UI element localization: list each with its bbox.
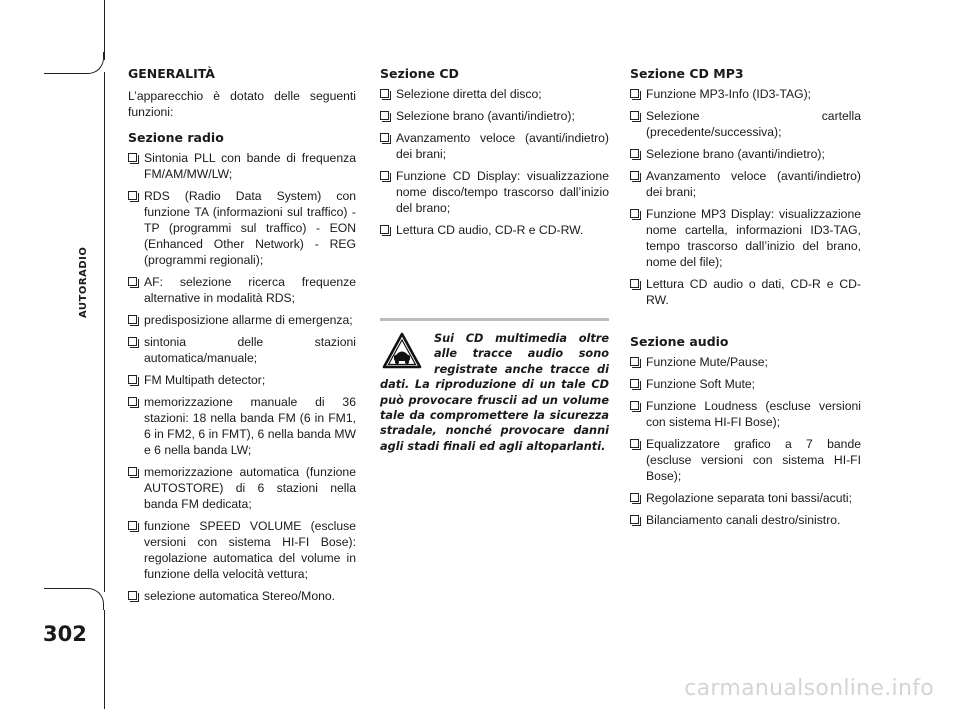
- cd-section-heading: Sezione CD: [380, 66, 459, 81]
- column-cd: [380, 66, 609, 244]
- intro-paragraph: L’apparecchio è dotato delle seguenti funzioni:: [128, 89, 356, 119]
- warning-triangle-icon: [382, 331, 422, 371]
- checkbox-bullet-icon: [630, 111, 639, 120]
- checkbox-bullet-icon: [630, 493, 639, 502]
- checkbox-bullet-icon: [380, 225, 389, 234]
- radio-feature-list: [128, 150, 356, 604]
- section-side-label: AUTORADIO: [78, 246, 89, 318]
- list-item: FM Multipath detector;: [128, 372, 356, 388]
- list-item: Avanzamento veloce (avanti/indietro) dei brani;: [380, 130, 609, 162]
- checkbox-bullet-icon: [630, 401, 639, 410]
- margin-rule-bottom: [104, 610, 105, 709]
- mp3-section-heading: Sezione CD MP3: [630, 66, 744, 81]
- checkbox-bullet-icon: [128, 337, 137, 346]
- list-item: RDS (Radio Data System) con funzione TA (informazioni sul traffico) - TP (programmi sul traffico) - EON (Enhanced Other Network) - REG (programmi regionali);: [128, 188, 356, 268]
- checkbox-bullet-icon: [128, 315, 137, 324]
- mp3-feature-list: [630, 86, 861, 308]
- list-item: Selezione brano (avanti/indietro);: [380, 108, 609, 124]
- list-item: funzione SPEED VOLUME (escluse versioni con sistema HI-FI Bose): regolazione automatica del volume in funzione della velocità vettura;: [128, 518, 356, 582]
- checkbox-bullet-icon: [128, 591, 137, 600]
- checkbox-bullet-icon: [380, 171, 389, 180]
- list-item: Funzione Loudness (escluse versioni con sistema HI-FI Bose);: [630, 398, 861, 430]
- list-item: Regolazione separata toni bassi/acuti;: [630, 490, 861, 506]
- list-item: Lettura CD audio o dati, CD-R e CD-RW.: [630, 276, 861, 308]
- checkbox-bullet-icon: [128, 277, 137, 286]
- column-general: [128, 66, 356, 610]
- checkbox-bullet-icon: [128, 521, 137, 530]
- checkbox-bullet-icon: [630, 171, 639, 180]
- list-item: AF: selezione ricerca frequenze alternative in modalità RDS;: [128, 274, 356, 306]
- checkbox-bullet-icon: [380, 111, 389, 120]
- list-item: Equalizzatore grafico a 7 bande (escluse versioni con sistema HI-FI Bose);: [630, 436, 861, 484]
- margin-curve-bottom: [44, 588, 104, 610]
- checkbox-bullet-icon: [630, 279, 639, 288]
- list-item: Bilanciamento canali destro/sinistro.: [630, 512, 861, 528]
- list-item: Funzione Mute/Pause;: [630, 354, 861, 370]
- list-item: memorizzazione manuale di 36 stazioni: 18 nella banda FM (6 in FM1, 6 in FM2, 6 in FMT), 6 nella banda MW e 6 nella banda LW;: [128, 394, 356, 458]
- list-item: Selezione diretta del disco;: [380, 86, 609, 102]
- list-item: memorizzazione automatica (funzione AUTOSTORE) di 6 stazioni nella banda FM dedicata;: [128, 464, 356, 512]
- checkbox-bullet-icon: [380, 133, 389, 142]
- checkbox-bullet-icon: [128, 375, 137, 384]
- margin-rule: [104, 72, 105, 592]
- margin-rule-top: [104, 0, 105, 60]
- checkbox-bullet-icon: [380, 89, 389, 98]
- list-item: selezione automatica Stereo/Mono.: [128, 588, 356, 604]
- list-item: Selezione brano (avanti/indietro);: [630, 146, 861, 162]
- watermark-url[interactable]: carmanualsonline.info: [684, 676, 934, 701]
- checkbox-bullet-icon: [630, 209, 639, 218]
- cd-feature-list: [380, 86, 609, 238]
- checkbox-bullet-icon: [128, 467, 137, 476]
- checkbox-bullet-icon: [630, 515, 639, 524]
- checkbox-bullet-icon: [128, 191, 137, 200]
- list-item: Avanzamento veloce (avanti/indietro) dei brani;: [630, 168, 861, 200]
- audio-section-heading: Sezione audio: [630, 334, 729, 349]
- checkbox-bullet-icon: [630, 379, 639, 388]
- warning-box: [380, 318, 609, 454]
- audio-feature-list: [630, 354, 861, 528]
- checkbox-bullet-icon: [128, 397, 137, 406]
- checkbox-bullet-icon: [128, 153, 137, 162]
- list-item: Sintonia PLL con bande di frequenza FM/AM/MW/LW;: [128, 150, 356, 182]
- list-item: Lettura CD audio, CD-R e CD-RW.: [380, 222, 609, 238]
- checkbox-bullet-icon: [630, 89, 639, 98]
- checkbox-bullet-icon: [630, 439, 639, 448]
- page-number: 302: [43, 622, 87, 646]
- list-item: Funzione Soft Mute;: [630, 376, 861, 392]
- list-item: Selezione cartella (precedente/successiva);: [630, 108, 861, 140]
- column-mp3-audio: [630, 66, 861, 534]
- checkbox-bullet-icon: [630, 149, 639, 158]
- checkbox-bullet-icon: [630, 357, 639, 366]
- warning-text: Sui CD multimedia oltre alle tracce audio sono registrate anche tracce di dati. La riproduzione di un tale CD può provocare fruscii ad un volume tale da compromettere la sicurezza stradale, nonché provocare danni agli stadi finali ed agli altoparlanti.: [380, 332, 609, 453]
- list-item: Funzione MP3 Display: visualizzazione nome cartella, informazioni ID3-TAG, tempo trascorso dall’inizio del brano, nome del file);: [630, 206, 861, 270]
- list-item: predisposizione allarme di emergenza;: [128, 312, 356, 328]
- list-item: sintonia delle stazioni automatica/manuale;: [128, 334, 356, 366]
- list-item: Funzione CD Display: visualizzazione nome disco/tempo trascorso dall’inizio del brano;: [380, 168, 609, 216]
- list-item: Funzione MP3-Info (ID3-TAG);: [630, 86, 861, 102]
- radio-section-heading: Sezione radio: [128, 130, 224, 145]
- margin-curve-top: [44, 52, 104, 74]
- general-heading: GENERALITÀ: [128, 66, 215, 81]
